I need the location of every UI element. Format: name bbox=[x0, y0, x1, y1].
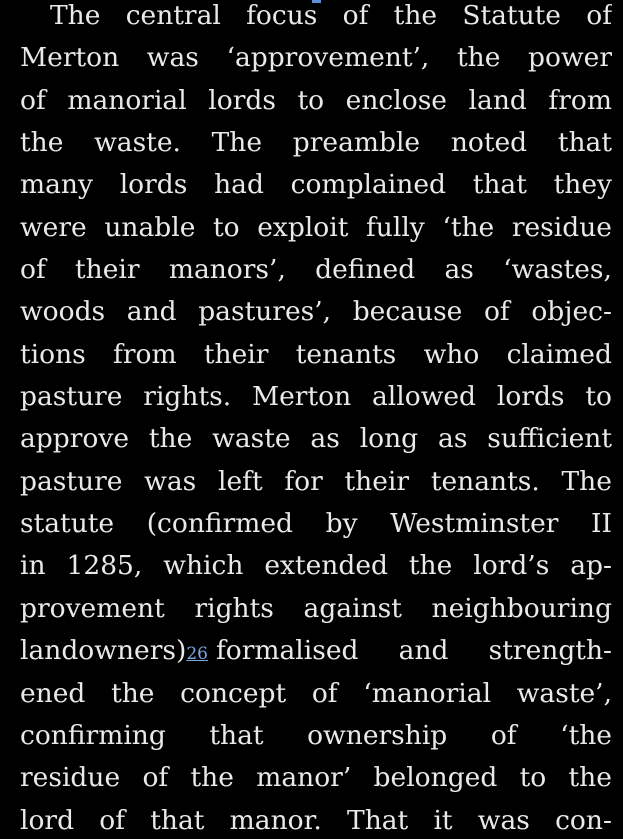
word: II bbox=[591, 508, 612, 540]
word: to bbox=[519, 762, 547, 794]
word: residue bbox=[511, 211, 612, 243]
word: lord bbox=[20, 804, 75, 836]
word: had bbox=[214, 169, 264, 201]
word: neighbouring bbox=[431, 592, 612, 624]
word: the bbox=[568, 762, 612, 794]
word: as bbox=[310, 423, 340, 455]
word: lords bbox=[119, 169, 188, 201]
word: pasture bbox=[20, 465, 123, 497]
paragraph-line-0 bbox=[20, 0, 612, 37]
word: who bbox=[423, 338, 480, 370]
word: manorial bbox=[67, 84, 187, 116]
word: manors’, bbox=[168, 254, 286, 286]
word: manor. bbox=[229, 804, 322, 836]
word: Merton bbox=[20, 42, 120, 74]
word: ap- bbox=[570, 550, 612, 582]
word: noted bbox=[450, 127, 528, 159]
word: waste’, bbox=[516, 677, 612, 709]
word: focus bbox=[246, 0, 318, 31]
word: That bbox=[347, 804, 409, 836]
word: lords bbox=[496, 381, 565, 413]
word: statute bbox=[20, 508, 115, 540]
paragraph-line-14 bbox=[20, 588, 612, 630]
word: lord’s bbox=[473, 550, 550, 582]
word: lords bbox=[208, 84, 276, 116]
word: that bbox=[209, 719, 264, 751]
word: enclose bbox=[345, 84, 447, 116]
word: exploit bbox=[257, 211, 349, 243]
word: long bbox=[359, 423, 419, 455]
word: the bbox=[393, 0, 438, 31]
word: as bbox=[438, 423, 468, 455]
word: pastures’, bbox=[198, 296, 332, 328]
word: that bbox=[150, 804, 205, 836]
word: (confirmed bbox=[146, 508, 294, 540]
paragraph-line-9 bbox=[20, 376, 612, 418]
word: the bbox=[111, 677, 155, 709]
word: approve bbox=[20, 423, 130, 455]
word: their bbox=[203, 338, 269, 370]
paragraph-line-after-0 bbox=[20, 673, 612, 715]
paragraph-line-3 bbox=[20, 122, 612, 164]
paragraph-line-8 bbox=[20, 334, 612, 376]
word: was bbox=[477, 804, 530, 836]
reader-page bbox=[20, 0, 612, 839]
word: Merton bbox=[251, 381, 352, 413]
word: ‘manorial bbox=[363, 677, 492, 709]
word: ‘approvement’, bbox=[226, 42, 430, 74]
paragraph-line-11 bbox=[20, 461, 612, 503]
word: the bbox=[456, 42, 501, 74]
word: manor’ bbox=[256, 762, 352, 794]
word: of bbox=[99, 804, 126, 836]
word: unable bbox=[104, 211, 196, 243]
word: Statute bbox=[462, 0, 561, 31]
paragraph-line-7 bbox=[20, 291, 612, 333]
word: belonged bbox=[373, 762, 498, 794]
word: complained bbox=[290, 169, 446, 201]
word: of bbox=[586, 0, 612, 31]
word: and bbox=[398, 635, 449, 667]
word: by bbox=[325, 508, 358, 540]
word: waste bbox=[212, 423, 291, 455]
word: to bbox=[297, 84, 325, 116]
paragraph-line-5 bbox=[20, 207, 612, 249]
word: from bbox=[113, 338, 177, 370]
word: it bbox=[433, 804, 453, 836]
word: ‘the bbox=[442, 211, 495, 243]
word: waste. bbox=[94, 127, 181, 159]
word: of bbox=[483, 296, 510, 328]
word: objec- bbox=[531, 296, 612, 328]
word: The bbox=[561, 465, 612, 497]
word: of bbox=[490, 719, 517, 751]
word: pasture bbox=[20, 381, 123, 413]
word: The bbox=[50, 0, 101, 31]
word: sufficient bbox=[487, 423, 612, 455]
word: of bbox=[20, 84, 46, 116]
word: preamble bbox=[292, 127, 421, 159]
word: formalised bbox=[215, 635, 359, 667]
word: because bbox=[352, 296, 463, 328]
word: their bbox=[344, 465, 410, 497]
word: woods bbox=[20, 296, 106, 328]
word: that bbox=[557, 127, 612, 159]
word: was bbox=[144, 465, 197, 497]
word: con- bbox=[555, 804, 612, 836]
word: left bbox=[218, 465, 263, 497]
word: rights. bbox=[143, 381, 232, 413]
word: tenants bbox=[295, 338, 397, 370]
word: the bbox=[190, 762, 234, 794]
word: central bbox=[125, 0, 221, 31]
word: in bbox=[20, 550, 46, 582]
word: defined bbox=[315, 254, 416, 286]
word: fully bbox=[365, 211, 425, 243]
word: and bbox=[126, 296, 177, 328]
paragraph-line-after-3 bbox=[20, 800, 612, 839]
word: of bbox=[342, 0, 369, 31]
word: of bbox=[20, 254, 46, 286]
word: the bbox=[148, 423, 193, 455]
word: were bbox=[20, 211, 87, 243]
word: rights bbox=[194, 592, 274, 624]
word: they bbox=[553, 169, 612, 201]
word: ‘wastes, bbox=[503, 254, 612, 286]
word: allowed bbox=[371, 381, 477, 413]
word: land bbox=[468, 84, 527, 116]
word: concept bbox=[180, 677, 287, 709]
word: provement bbox=[20, 592, 165, 624]
paragraph-line-13 bbox=[20, 545, 612, 587]
word: to bbox=[213, 211, 240, 243]
word: confirming bbox=[20, 719, 166, 751]
word: to bbox=[585, 381, 612, 413]
word: ‘the bbox=[560, 719, 612, 751]
word: tenants. bbox=[430, 465, 540, 497]
paragraph-lines-after bbox=[20, 673, 612, 839]
word: strength- bbox=[488, 635, 612, 667]
paragraph-line-1 bbox=[20, 37, 612, 79]
word: 1285, bbox=[66, 550, 143, 582]
word: for bbox=[284, 465, 323, 497]
paragraph-line-4 bbox=[20, 164, 612, 206]
word: ownership bbox=[307, 719, 448, 751]
paragraph-line-after-2 bbox=[20, 757, 612, 799]
word: residue bbox=[20, 762, 121, 794]
word: Westminster bbox=[390, 508, 559, 540]
paragraph-line-after-1 bbox=[20, 715, 612, 757]
word: The bbox=[211, 127, 263, 159]
paragraph-line-12 bbox=[20, 503, 612, 545]
paragraph-line-2 bbox=[20, 80, 612, 122]
word: many bbox=[20, 169, 93, 201]
paragraph-line-footnote: landowners) 26 formalised and strength- bbox=[20, 630, 612, 672]
footnote-line-after-words bbox=[208, 630, 612, 672]
word: of bbox=[311, 677, 338, 709]
word: claimed bbox=[506, 338, 612, 370]
word: tions bbox=[20, 338, 86, 370]
word: power bbox=[528, 42, 612, 74]
word: that bbox=[472, 169, 527, 201]
word: against bbox=[303, 592, 402, 624]
word: ened bbox=[20, 677, 86, 709]
word: was bbox=[146, 42, 199, 74]
word: their bbox=[75, 254, 140, 286]
word: which bbox=[163, 550, 244, 582]
word: as bbox=[444, 254, 474, 286]
word: from bbox=[548, 84, 612, 116]
paragraph-line-10 bbox=[20, 418, 612, 460]
footnote-line-before: landowners) bbox=[20, 635, 187, 667]
paragraph-line-6 bbox=[20, 249, 612, 291]
word: the bbox=[408, 550, 453, 582]
word: of bbox=[142, 762, 169, 794]
word: extended bbox=[264, 550, 388, 582]
paragraph-lines bbox=[20, 0, 612, 630]
word: the bbox=[20, 127, 64, 159]
